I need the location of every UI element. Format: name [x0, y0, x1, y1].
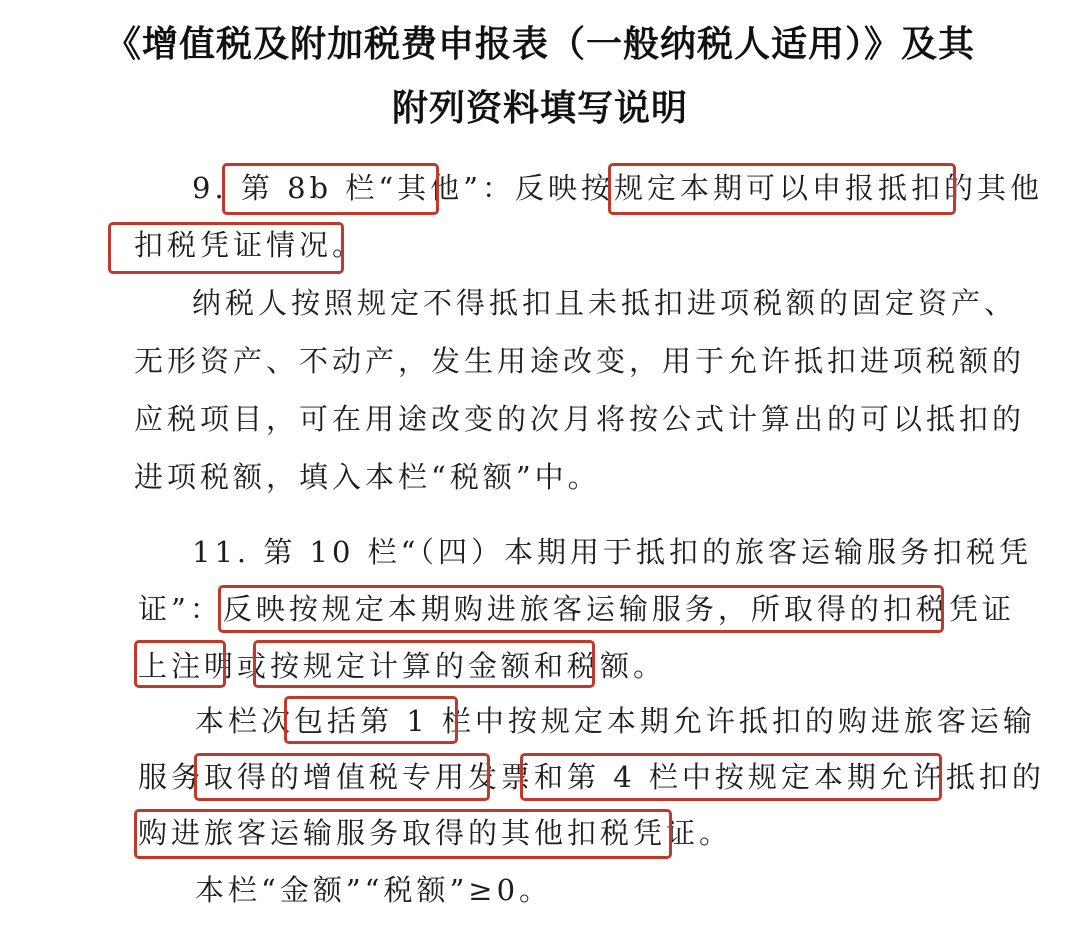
highlight-box: [222, 163, 439, 215]
text-line: 上注明或按规定计算的金额和税额。: [138, 649, 667, 683]
text-line: 应税项目，可在用途改变的次月将按公式计算出的可以抵扣的: [134, 402, 1026, 436]
text-line: 本栏次包括第 1 栏中按规定本期允许抵扣的购进旅客运输: [195, 704, 1036, 738]
text-line: 9. 第 8b 栏“其他”：反映按规定本期可以申报抵扣的其他: [192, 171, 1043, 205]
document-title-line-2: 附列资料填写说明: [391, 88, 688, 129]
highlight-box: [608, 163, 956, 215]
highlight-box: [218, 585, 944, 633]
document-title-line-1: 《增值税及附加税费申报表（一般纳税人适用）》及其: [104, 24, 975, 65]
highlight-box: [134, 640, 226, 688]
highlight-box: [108, 222, 344, 274]
highlight-box: [253, 640, 595, 688]
text-line: 本栏“金额”“税额”≥0。: [195, 873, 553, 907]
text-line: 无形资产、不动产，发生用途改变，用于允许抵扣进项税额的: [134, 344, 1026, 378]
highlight-box: [520, 753, 942, 801]
text-line: 服务取得的增值税专用发票和第 4 栏中按规定本期允许抵扣的: [138, 760, 1045, 794]
text-line: 扣税凭证情况。: [134, 228, 366, 262]
highlight-box: [134, 809, 672, 859]
text-line: 纳税人按照规定不得抵扣且未抵扣进项税额的固定资产、: [192, 286, 1018, 320]
text-line: 购进旅客运输服务取得的其他扣税凭证。: [138, 816, 733, 850]
text-line: 证”：反映按规定本期购进旅客运输服务，所取得的扣税凭证: [138, 592, 1015, 626]
highlight-box: [284, 696, 458, 744]
highlight-box: [194, 753, 490, 801]
text-line: 11. 第 10 栏“（四）本期用于抵扣的旅客运输服务扣税凭: [192, 535, 1033, 569]
text-line: 进项税额，填入本栏“税额”中。: [134, 460, 601, 494]
